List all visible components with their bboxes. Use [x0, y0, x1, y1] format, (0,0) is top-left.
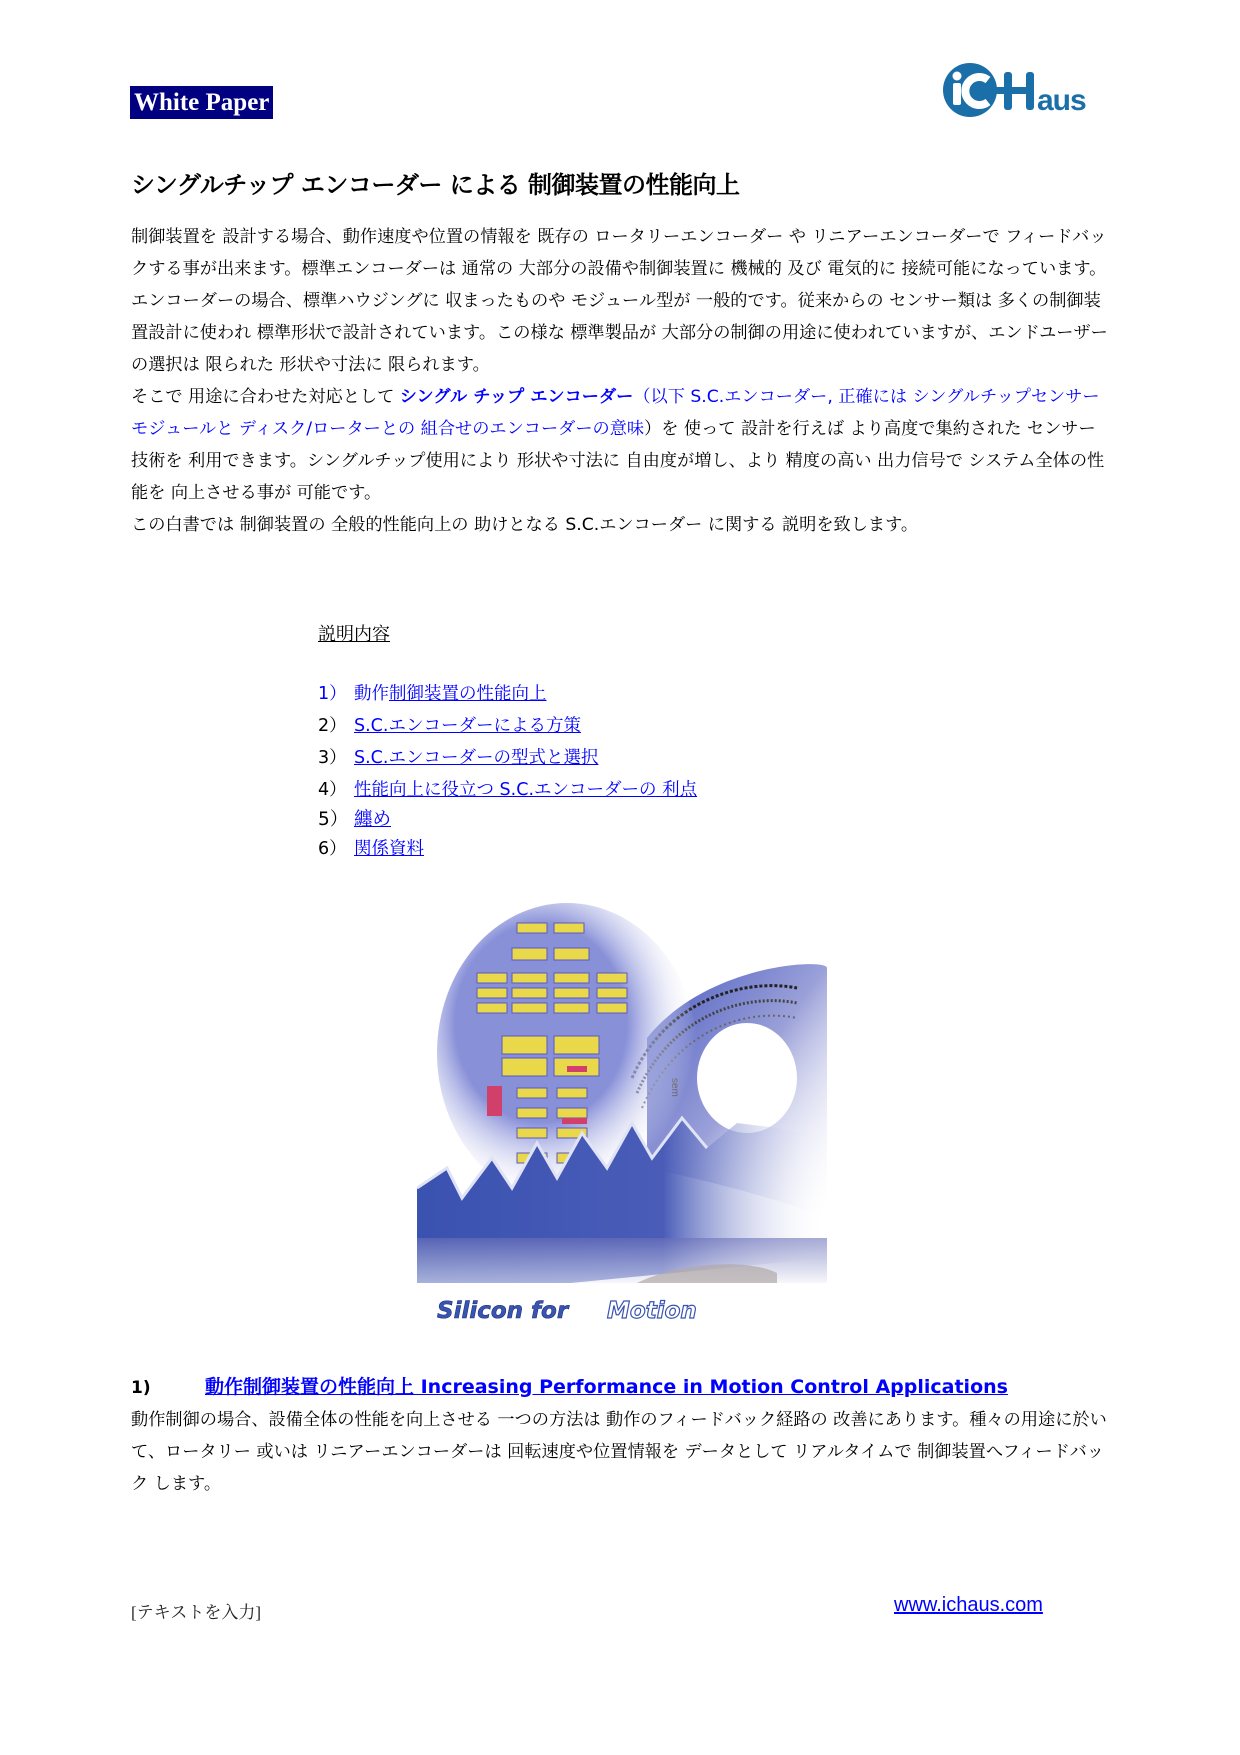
- toc-item-5[interactable]: [318, 806, 697, 834]
- figure-caption-silicon: Silicon for: [437, 1298, 569, 1324]
- intro-text: [131, 221, 1111, 541]
- footer-placeholder-text[interactable]: [テキストを入力]: [131, 1603, 261, 1622]
- silicon-for-motion-image: [417, 878, 827, 1334]
- section-1-heading-link[interactable]: 動作制御装置の性能向上 Increasing Performance in Motion Control Applications: [205, 1376, 1008, 1398]
- toc-number: 1）: [318, 684, 347, 704]
- figure-caption-motion: Motion: [607, 1298, 697, 1324]
- toc-link-5[interactable]: 纏め: [354, 809, 392, 830]
- toc-number: 5）: [318, 809, 349, 830]
- intro-paragraph-4: この白書では 制御装置の 全般的性能向上の 助けとなる S.C.エンコーダー に関する 説明を致します。: [131, 515, 919, 535]
- intro-paragraph-1: 制御装置を 設計する場合、動作速度や位置の情報を 既存の ロータリーエンコーダー や リニアーエンコーダーで フィードバックする事が出来ます。標準エンコーダーは 通常の 大部分の設備や制御装置に 機械的 及び 電気的に 接続可能になっています。: [131, 227, 1107, 279]
- sc-encoder-definition: （以下 S.C.エンコーダー, 正確には シングルチップセンサーモジュールと ディスク/ローターとの 組合せのエンコーダーの意味: [131, 387, 1100, 439]
- document-title: シングルチップ エンコーダー による 制御装置の性能向上: [131, 171, 740, 199]
- toc-number: 3）: [318, 748, 347, 768]
- toc-number: 4）: [318, 780, 347, 800]
- toc-item-1[interactable]: [318, 678, 697, 710]
- toc-item-2[interactable]: [318, 710, 697, 742]
- toc-link-3[interactable]: S.C.エンコーダーの型式と選択: [354, 748, 599, 768]
- svg-text:aus: aus: [1037, 84, 1086, 117]
- intro-paragraph-2: エンコーダーの場合、標準ハウジングに 収まったものや モジュール型が 一般的です。従来からの センサー類は 多くの制御装置設計に使われ 標準形状で設計されています。この様な 標準製品が 大部分の制御の用途に使われていますが、エンドユーザーの選択は 限られた 形状や寸法に 限られます。: [131, 291, 1108, 375]
- intro-p3-lead: そこで 用途に合わせた対応として: [131, 387, 400, 407]
- section-1-paragraph: 動作制御の場合、設備全体の性能を向上させる 一つの方法は 動作のフィードバック経路の 改善にあります。種々の用途に於いて、ロータリー 或いは リニアーエンコーダーは 回転速度や位置情報を データとして リアルタイムで 制御装置へフィードバック します。: [131, 1410, 1107, 1494]
- section-number: 1): [131, 1378, 151, 1398]
- toc-link-6[interactable]: 関係資料: [354, 839, 424, 859]
- table-of-contents: [318, 678, 697, 864]
- toc-link-4[interactable]: 性能向上に役立つ S.C.エンコーダーの 利点: [354, 780, 698, 800]
- chip-gear-illustration-icon: [417, 878, 827, 1334]
- toc-heading: 説明内容: [318, 624, 390, 645]
- section-1-body: [131, 1404, 1111, 1500]
- toc-link-2[interactable]: S.C.エンコーダーによる方策: [354, 716, 581, 736]
- section-1-heading: [131, 1372, 1008, 1399]
- toc-item-4[interactable]: [318, 774, 697, 806]
- toc-item-6[interactable]: [318, 834, 697, 864]
- single-chip-encoder-term: シングル チップ エンコーダー: [399, 387, 634, 407]
- intro-paragraph-3: [131, 381, 1111, 509]
- footer-website-link[interactable]: www.ichaus.com: [894, 1594, 1043, 1616]
- intro-p3-rest: ）を 使って 設計を行えば より高度で集約された センサー技術を 利用できます。シングルチップ使用により 形状や寸法に 自由度が増し、より 精度の高い 出力信号で システム全体の性能を 向上させる事が 可能です。: [131, 419, 1105, 503]
- toc-prefix: 動作: [354, 684, 389, 704]
- toc-number: 6）: [318, 839, 347, 859]
- white-paper-badge: White Paper: [130, 86, 273, 119]
- ic-haus-logo-icon: [940, 60, 1110, 120]
- toc-item-3[interactable]: [318, 742, 697, 774]
- toc-link-1[interactable]: 制御装置の性能向上: [389, 684, 547, 704]
- toc-number: 2）: [318, 716, 347, 736]
- ic-haus-logo: [940, 60, 1110, 120]
